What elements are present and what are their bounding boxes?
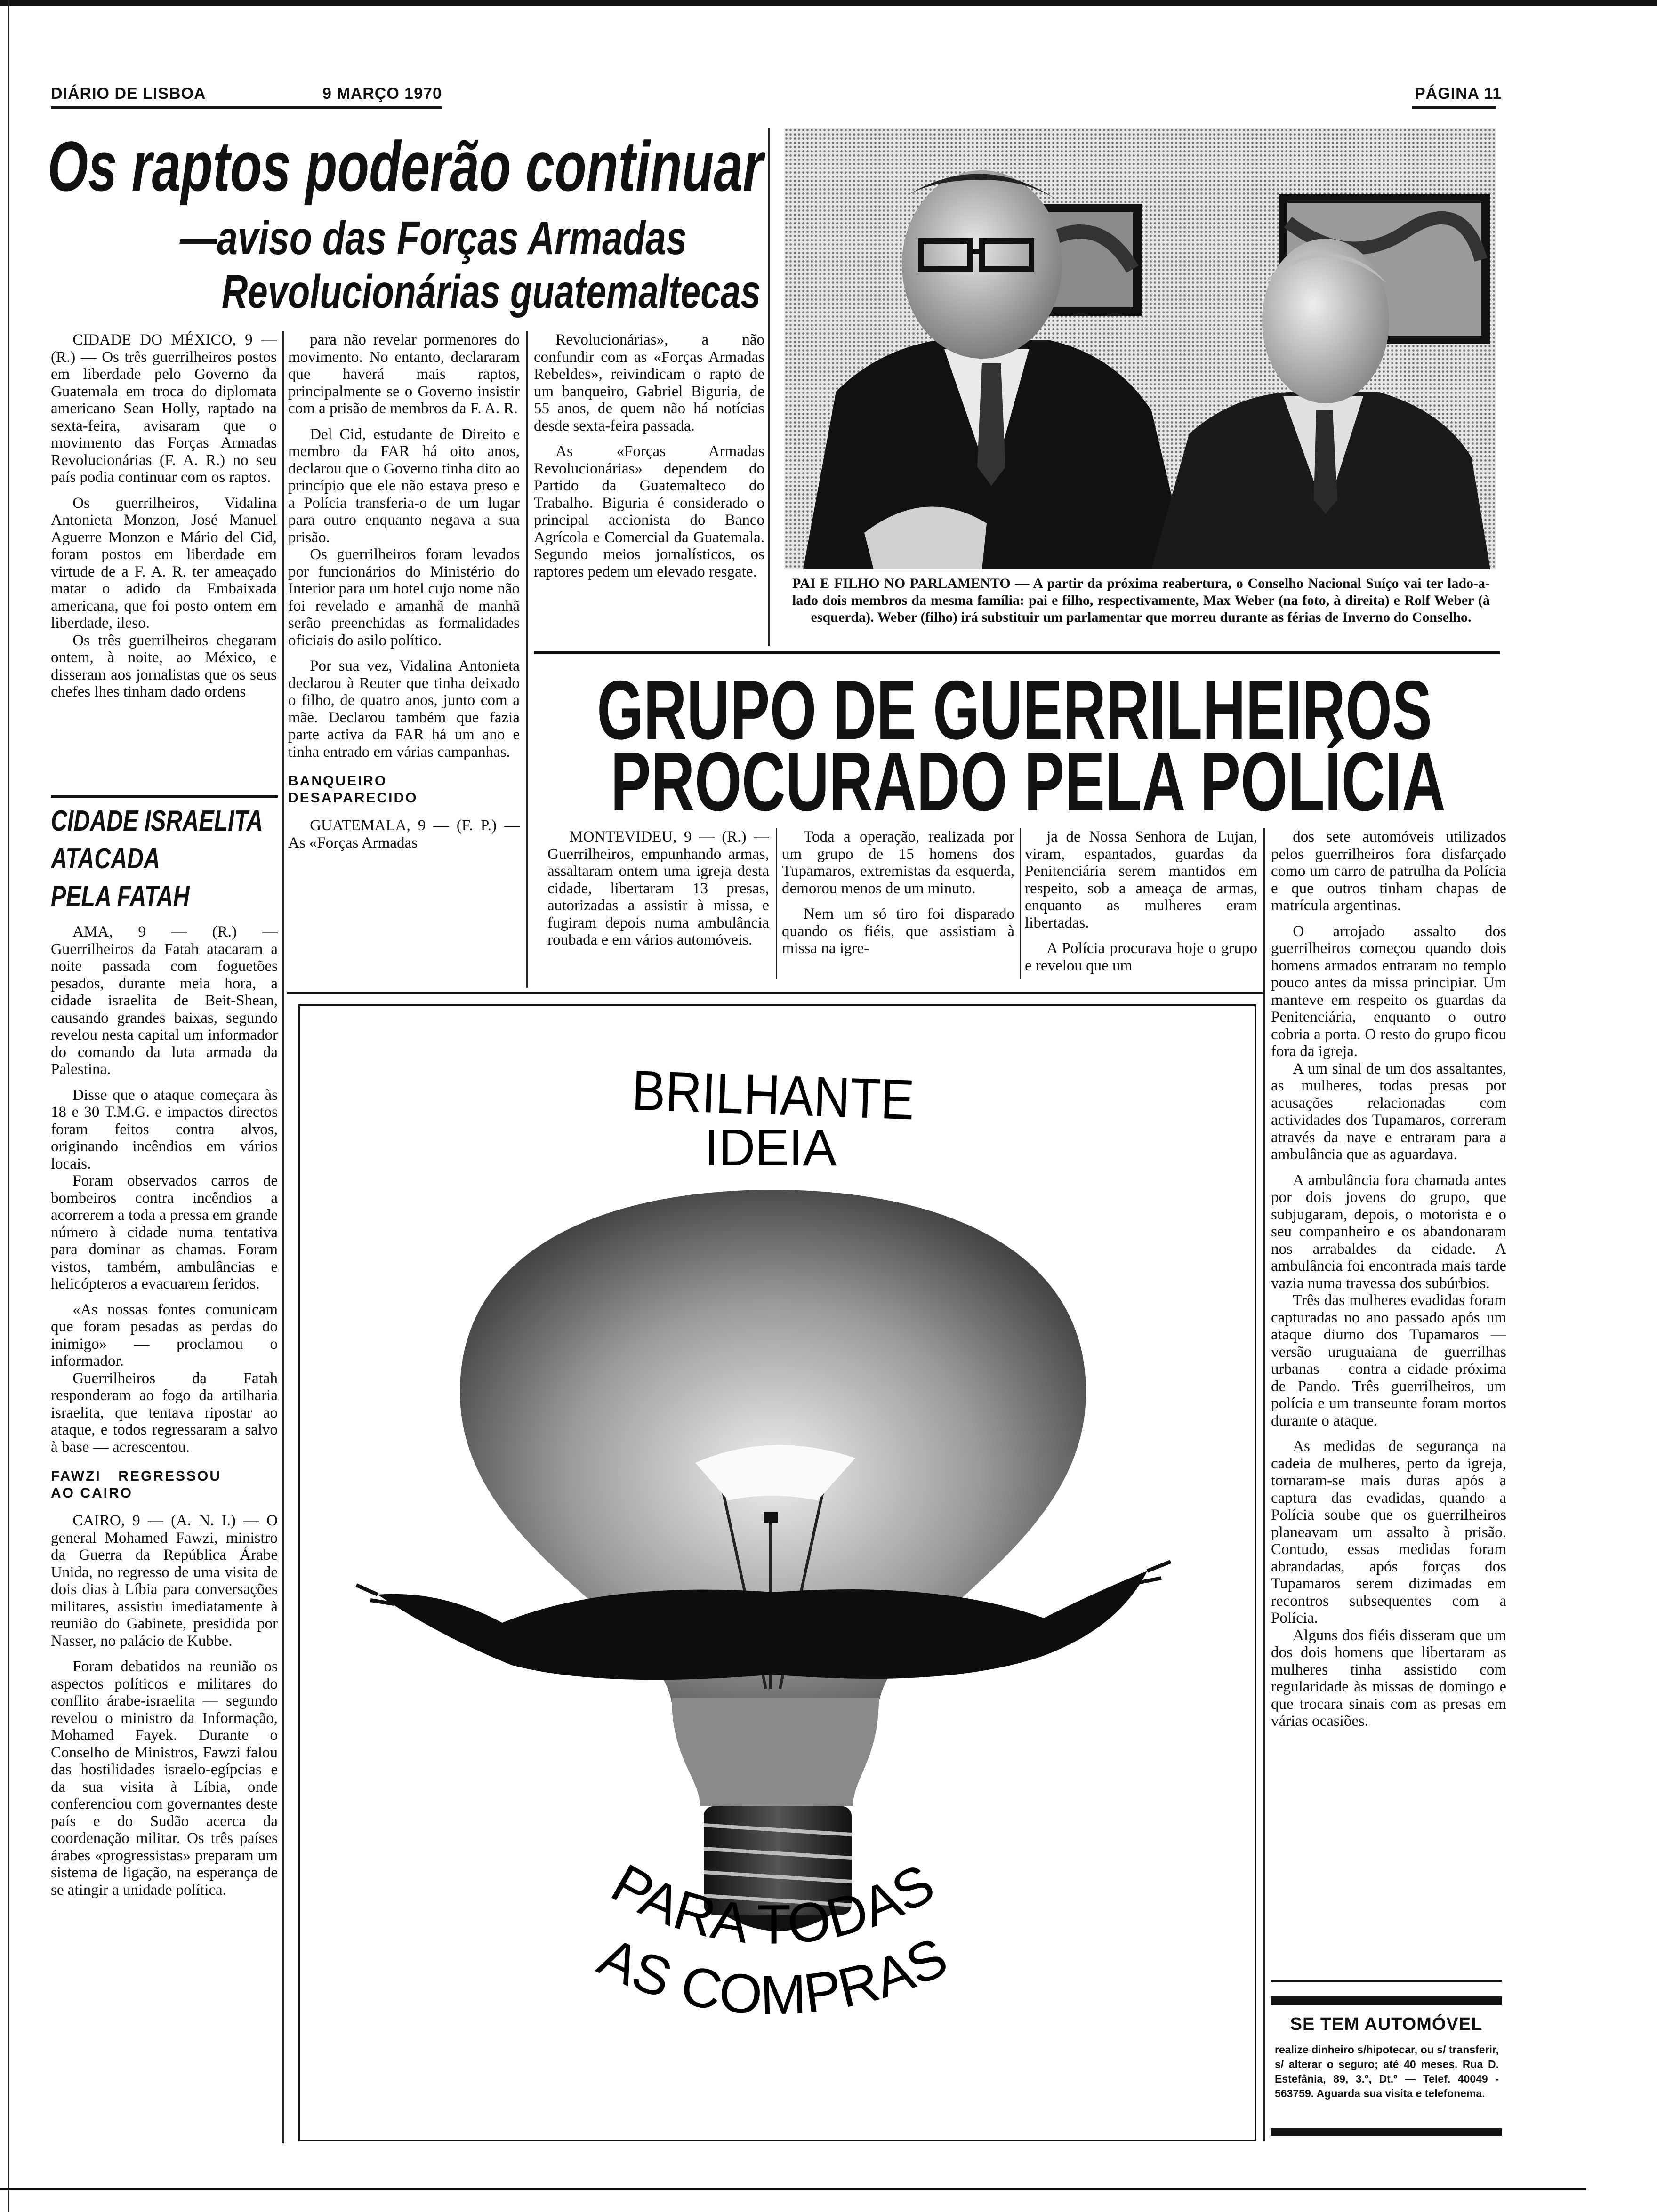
bulb-neck — [672, 1698, 879, 1806]
paragraph: Os guerrilheiros foram levados por funcionários do Ministério do Interior para um hotel cujo nome não foi revelado e amanhã de manhã serão preenchidas as formalidades oficiais do asilo político. — [288, 546, 520, 649]
story1-subhead-1 — [180, 212, 687, 264]
paragraph: As medidas de segurança na cadeia de mulheres, perto da igreja, tornaram-se mais duras após a captura das evadidas, quando a Polícia soube que os guerrilheiros planeavam um assalto à prisão. Contudo, essas medidas foram abrandadas, após forças dos Tupamaros serem dizimadas em recontros subsequentes com a Polícia. — [1271, 1438, 1506, 1627]
paragraph: Alguns dos fiéis disseram que um dos dois homens que libertaram as mulheres tinha assistido com regularidade às missas de domingo e que trocara sinais com as presas em várias ocasiões. — [1271, 1627, 1506, 1730]
paragraph: A um sinal de um dos assaltantes, as mulheres, todas presas por acusações relacionadas com actividades dos Tupamaros, correram através da nave e entraram para a ambulância que as aguardava. — [1271, 1060, 1506, 1163]
banqueiro-subhead: BANQUEIRO DESAPARECIDO — [288, 773, 418, 806]
paragraph: Foram observados carros de bombeiros contra incêndios a acorrerem a toda a pressa em grande número à cidade numa tentativa para dominar as chamas. Foram vistos, também, ambulâncias e helicópteros a evacuarem feridos. — [51, 1172, 278, 1292]
bulb-filament — [764, 1512, 778, 1523]
page-number: PÁGINA 11 — [1415, 85, 1502, 103]
paragraph: Revolucionárias», a não confundir com as «Forças Armadas Rebeldes», reivindicam o rapto de um banqueiro, Gabriel Biguria, de 55 anos, de quem não há notícias desde sexta-feira passada. — [534, 331, 764, 434]
paragraph: Os guerrilheiros, Vidalina Antonieta Monzon, José Manuel Aguerre Monzon e Mário del Cid, foram postos em liberdade em virtude de a F. A. R. ter ameaçado matar o adido da Embaixada americana, que foi posto ontem em liberdade, ileso. — [51, 494, 277, 632]
section-rule — [287, 992, 1263, 994]
paragraph: para não revelar pormenores do movimento. No entanto, declararam que haverá mais raptos, principalmente se o Governo insistir com a prisão de membros da F. A. R. — [288, 331, 520, 417]
caption-lead: PAI E FILHO NO PARLAMENTO — — [792, 576, 1030, 591]
photo-image — [784, 128, 1496, 569]
story2-headline-line-3 — [51, 882, 278, 911]
ad-rule — [1271, 2128, 1502, 2136]
ad-rule — [1271, 1996, 1502, 2005]
car-ad-text: realize dinheiro s/hipotecar, ou s/ transferir, s/ alterar o seguro; até 40 meses. Rua D. Estefânia, 89, 3.º, Dt.º — Telef. 40049 - 563759. Aguarda sua visita e telefonema. — [1275, 2044, 1499, 2100]
bulb-illustration — [300, 1006, 1255, 2140]
story1-subhead-1-text: —aviso das Forças Armadas — [180, 212, 687, 264]
story1-subhead-2-text: Revolucionárias guatemaltecas — [222, 265, 761, 318]
story1-headline — [48, 127, 763, 206]
column-rule — [51, 795, 278, 798]
paragraph: A Polícia procurava hoje o grupo e revelou que um — [1025, 940, 1257, 974]
column-rule — [768, 128, 770, 646]
paragraph: AMA, 9 — (R.) — Guerrilheiros da Fatah atacaram a noite passada com foguetões pesados, durante meia hora, a cidade israelita de Beit-Shean, causando grandes baixas, segundo revelou nesta capital um informador do comando da luta armada da Palestina. — [51, 923, 278, 1078]
column-rule — [1263, 828, 1265, 2141]
paragraph: dos sete automóveis utilizados pelos guerrilheiros fora disfarçado como um carro de patrulha da Polícia e que outros tinham chapas de matrícula argentinas. — [1271, 828, 1506, 914]
paragraph: Os três guerrilheiros chegaram ontem, à noite, ao México, e disseram aos jornalistas que os seus chefes lhes tinham dado ordens — [51, 632, 277, 700]
story1-subhead-2 — [222, 265, 761, 318]
story3-headline-2-text: PROCURADO PELA POLÍCIA — [611, 735, 1446, 828]
header-rule — [51, 106, 442, 109]
story1-column-1 — [51, 331, 277, 790]
story3-headline-2 — [611, 735, 1446, 828]
car-ad-title: SE TEM AUTOMÓVEL — [1290, 2014, 1483, 2034]
paragraph: GUATEMALA, 9 — (F. P.) — As «Forças Armadas — [288, 817, 520, 851]
story3-column-b — [782, 828, 1014, 984]
story2-headline-line-2 — [51, 844, 278, 874]
paragraph: ja de Nossa Senhora de Lujan, viram, espantados, guardas da Penitenciária serem mantidos em respeito, sob a ameaça de armas, enquanto as mulheres eram libertadas. — [1025, 828, 1257, 931]
paragraph: Três das mulheres evadidas foram capturadas no ano passado após um ataque diurno dos Tupamaros — versão uruguaiana de guerrilhas urbanas — contra a cidade próxima de Pando. Três guerrilheiros, um polícia e um transeunte foram mortos durante o ataque. — [1271, 1292, 1506, 1429]
caption-text: A partir da próxima reabertura, o Conselho Nacional Suíço vai ter lado-a-lado dois membros da mesma família: pai e filho, respectivamente, Max Weber (na foto, à direita) e Rolf Weber (à esquerda). Weber (filho) irá substituir um parlamentar que morreu durante as férias de Inverno do Conselho. — [792, 576, 1490, 625]
page-number-rule — [1412, 106, 1496, 109]
column-rule — [526, 331, 528, 988]
story3-column-c — [1025, 828, 1257, 984]
paragraph: Por sua vez, Vidalina Antonieta declarou à Reuter que tinha deixado o filho, de quatro anos, junto com a mãe. Declarou também que fazia parte activa da FAR há um ano e tinha entrado em várias campanhas. — [288, 657, 520, 761]
ad-rule — [1271, 1980, 1502, 1982]
bulb-advertisement — [298, 1004, 1256, 2141]
paragraph: A ambulância fora chamada antes por dois jovens do grupo, que subjugaram, depois, o motorista e o seu companheiro e os abandonaram nos arrabaldes da cidade. A ambulância foi encontrada mais tarde vazia numa travessa dos subúrbios. — [1271, 1171, 1506, 1292]
story2-column — [51, 800, 278, 2144]
story3-column-d — [1271, 828, 1506, 1967]
column-rule — [1020, 828, 1021, 979]
story2-headline-text: ATACADA — [51, 842, 160, 875]
paragraph: Disse que o ataque começara às 18 e 30 T.M.G. e impactos directos foram feitos contra alvos, originando incêndios em vários locais. — [51, 1086, 278, 1172]
paragraph: Toda a operação, realizada por um grupo de 15 homens dos Tupamaros, extremistas da esquerda, demorou menos de um minuto. — [782, 828, 1014, 897]
paragraph: CAIRO, 9 — (A. N. I.) — O general Mohamed Fawzi, ministro da Guerra da República Árabe Unida, no regresso de uma visita de dois dias à Líbia para conversações militares, assistiu imediatamente à reunião do Gabinete, presidida por Nasser, no palácio de Kubbe. — [51, 1512, 278, 1650]
ad-headline-brilhante: BRILHANTE — [631, 1058, 950, 1133]
photo-pai-e-filho — [784, 128, 1496, 569]
issue-date: 9 MARÇO 1970 — [322, 85, 442, 103]
ad-slogan-as-compras-text: AS COMPRAS — [589, 1925, 957, 2027]
story1-headline-text: Os raptos poderão continuar — [48, 127, 763, 206]
column-rule — [282, 331, 284, 2143]
story1-column-2-body — [288, 331, 520, 761]
guatemala-lead — [288, 817, 520, 851]
paragraph: «As nossas fontes comunicam que foram pesadas as perdas do inimigo» — proclamou o informador. — [51, 1301, 278, 1370]
story3-column-a — [547, 828, 769, 984]
section-rule — [534, 651, 1500, 654]
fawzi-subhead: FAWZI REGRESSOU AO CAIRO — [51, 1468, 221, 1501]
story1-column-3 — [534, 331, 764, 647]
paragraph: As «Forças Armadas Revolucionárias» dependem do Partido da Guatemalteco do Trabalho. Biguria é considerado o principal accionista do Banco Agrícola e Comercial da Guatemala. Segundo meios jornalísticos, os raptores pedem um elevado resgate. — [534, 443, 764, 580]
paragraph: Del Cid, estudante de Direito e membro da FAR há oito anos, declarou que o Governo tinha dito ao princípio que ele não estava preso e a Polícia transferia-o de um lugar para outro enquanto negava a sua prisão. — [288, 425, 520, 546]
left-border — [8, 0, 9, 2212]
top-border — [0, 0, 1657, 6]
ad-slogan-para-todas-text: PARA TODAS — [601, 1852, 945, 1956]
bottom-border — [0, 2188, 1586, 2190]
story2-headline-text: PELA FATAH — [51, 880, 190, 913]
paragraph: Foram debatidos na reunião os aspectos políticos e militares do conflito árabe-israelita — segundo revelou o ministro da Informação, Mohamed Fayek. Durante o Conselho de Ministros, Fawzi falou das hostilidades israelo-egípcias e da sua visita à Líbia, onde conferenciou com governantes deste país e do Sudão acerca da coordenação militar. Os três países árabes «progressistas» preparam um sistema de ligação, na esperança de se atingir a unidade política. — [51, 1658, 278, 1899]
paragraph: O arrojado assalto dos guerrilheiros começou quando dois homens armados entraram no templo pouco antes da missa principiar. Um manteve em respeito os guardas da Penitenciária, enquanto o outro cobria a porta. O resto do grupo ficou fora da igreja. — [1271, 922, 1506, 1060]
story2-headline-line-1 — [51, 807, 278, 836]
paragraph: Nem um só tiro foi disparado quando os fiéis, que assistiam à missa na igre- — [782, 906, 1014, 957]
story2-headline-text: CIDADE ISRAELITA — [51, 805, 263, 837]
story3-headline-1-text: GRUPO DE GUERRILHEIROS — [597, 663, 1432, 757]
story1-column-2 — [288, 331, 520, 990]
paragraph: Guerrilheiros da Fatah responderam ao fogo da artilharia israelita, que tentava ripostar ao ataque, e todos regressaram a salvo à base — acrescentou. — [51, 1370, 278, 1456]
paragraph: MONTEVIDEU, 9 — (R.) — Guerrilheiros, empunhando armas, assaltaram ontem uma igreja desta cidade, libertaram 13 presas, autorizadas a assistir à missa, e fugiram depois numa ambulância roubada e em vários automóveis. — [547, 828, 769, 948]
photo-caption — [792, 575, 1490, 626]
newspaper-name: DIÁRIO DE LISBOA — [51, 85, 206, 103]
fawzi-body — [51, 1512, 278, 1899]
paragraph: CIDADE DO MÉXICO, 9 — (R.) — Os três guerrilheiros postos em liberdade pelo Governo da Guatemala em troca do diplomata americano Sean Holly, raptado na sexta-feira, avisaram que o movimento das Forças Armadas Revolucionárias (F. A. R.) no seu país podia continuar com os raptos. — [51, 331, 277, 486]
column-rule — [776, 828, 777, 979]
story2-body — [51, 923, 278, 1456]
ad-headline-ideia: IDEIA — [705, 1119, 837, 1177]
